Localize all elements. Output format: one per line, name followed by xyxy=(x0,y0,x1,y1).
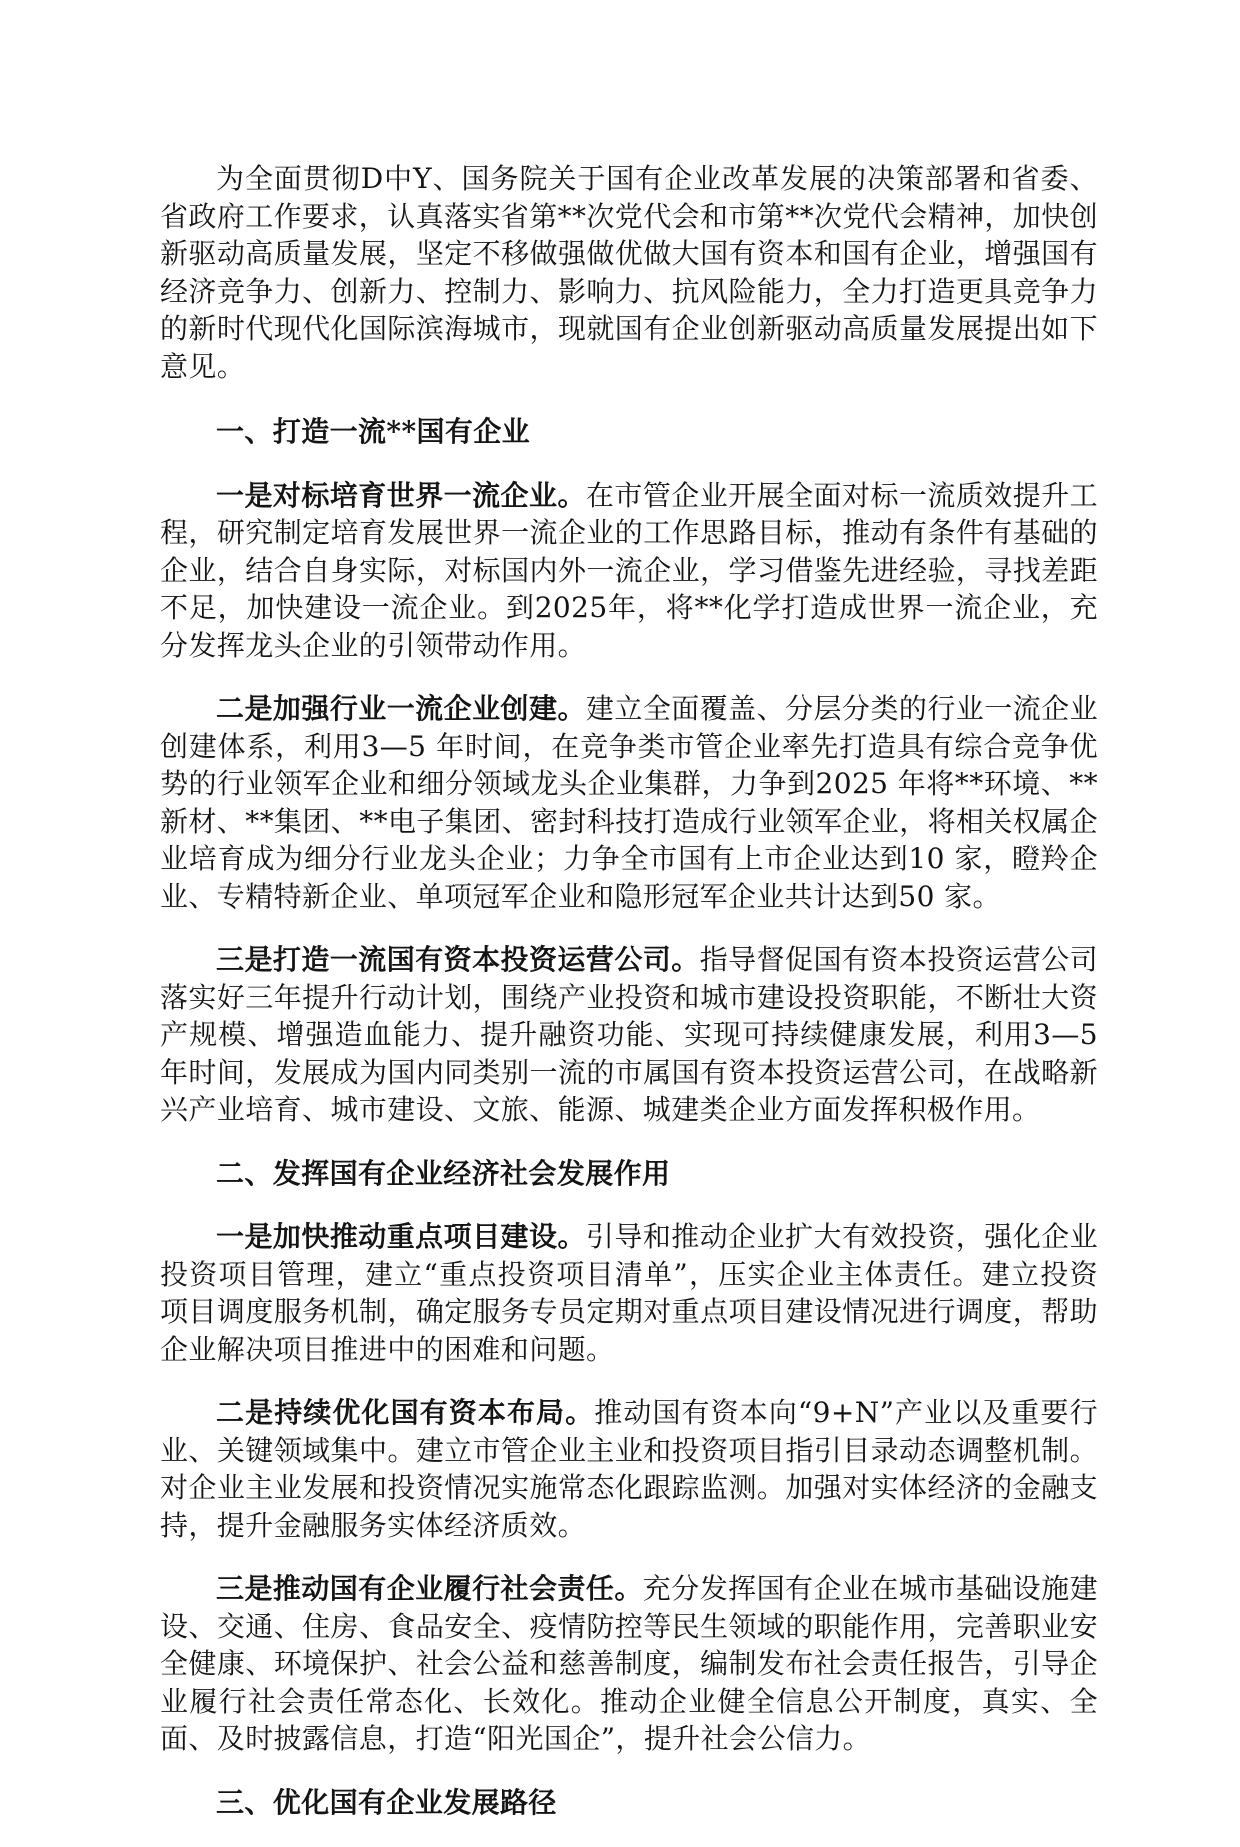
item-lead: 一是加快推动重点项目建设。 xyxy=(216,1220,586,1253)
section-heading-2: 二、发挥国有企业经济社会发展作用 xyxy=(216,1156,671,1190)
item-lead: 三是打造一流国有资本投资运营公司。 xyxy=(216,943,700,976)
intro-paragraph: 为全面贯彻D中Y、国务院关于国有企业改革发展的决策部署和省委、省政府工作要求，认真落实省第**次党代会和市第**次党代会精神，加快创新驱动高质量发展，坚定不移做强做优做大国有资本和国有企业，增强国有经济竞争力、创新力、控制力、影响力、抗风险能力，全力打造更具竞争力的新时代现代化国际滨海城市，现就国有企业创新驱动高质量发展提出如下意见。 xyxy=(160,162,1099,383)
item-lead: 一是对标培育世界一流企业。 xyxy=(216,478,586,512)
item-text: 推动国有资本向“9+N”产业以及重要行业、关键领域集中。建立市管企业主业和投资项目指引目录动态调整机制。对企业主业发展和投资情况实施常态化跟踪监测。加强对实体经济的金融支持，提升金融服务实体经济质效。 xyxy=(160,1396,1098,1542)
item-text: 建立全面覆盖、分层分类的行业一流企业创建体系，利用3—5 年时间，在竞争类市管企业率先打造具有综合竞争优势的行业领军企业和细分领域龙头企业集群，力争到2025 年将**环境、**新材、**集团、**电子集团、密封科技打造成行业领军企业，将相关权属企业培育成为细分行业龙头企业；力争全市国有上市企业达到10 家，瞪羚企业、专精特新企业、单项冠军企业和隐形冠军企业共计达到50 家。 xyxy=(160,692,1099,913)
item-paragraph-2-2 xyxy=(160,1394,1098,1544)
item-paragraph-1-3 xyxy=(160,941,1098,1129)
section-heading-3: 三、优化国有企业发展路径 xyxy=(216,1785,557,1819)
item-text: 在市管企业开展全面对标一流质效提升工程，研究制定培育发展世界一流企业的工作思路目标，推动有条件有基础的企业，结合自身实际，对标国内外一流企业，学习借鉴先进经验，寻找差距不足，加快建设一流企业。到2025年，将**化学打造成世界一流企业，充分发挥龙头企业的引领带动作用。 xyxy=(160,478,1099,662)
item-paragraph-1-2 xyxy=(160,690,1098,915)
item-paragraph-2-1 xyxy=(160,1218,1098,1368)
section-heading-1: 一、打造一流**国有企业 xyxy=(216,415,531,448)
item-lead: 二是加强行业一流企业创建。 xyxy=(216,692,586,725)
item-text: 充分发挥国有企业在城市基础设施建设、交通、住房、食品安全、疫情防控等民生领域的职能作用，完善职业安全健康、环境保护、社会公益和慈善制度，编制发布社会责任报告，引导企业履行社会责任常态化、长效化。推动企业健全信息公开制度，真实、全面、及时披露信息，打造“阳光国企”，提升社会公信力。 xyxy=(160,1572,1098,1755)
item-paragraph-2-3 xyxy=(160,1570,1098,1758)
item-text: 指导督促国有资本投资运营公司落实好三年提升行动计划，围绕产业投资和城市建设投资职能，不断壮大资产规模、增强造血能力、提升融资功能、实现可持续健康发展，利用3—5年时间，发展成为国内同类别一流的市属国有资本投资运营公司，在战略新兴产业培育、城市建设、文旅、能源、城建类企业方面发挥积极作用。 xyxy=(160,943,1098,1126)
item-text: 引导和推动企业扩大有效投资，强化企业投资项目管理，建立“重点投资项目清单”，压实企业主体责任。建立投资项目调度服务机制，确定服务专员定期对重点项目建设情况进行调度，帮助企业解决项目推进中的困难和问题。 xyxy=(160,1220,1099,1366)
item-lead: 三是推动国有企业履行社会责任。 xyxy=(216,1572,643,1605)
item-paragraph-1-1 xyxy=(160,477,1098,665)
item-lead: 二是持续优化国有资本布局。 xyxy=(216,1396,595,1429)
document-page xyxy=(160,160,1098,1847)
